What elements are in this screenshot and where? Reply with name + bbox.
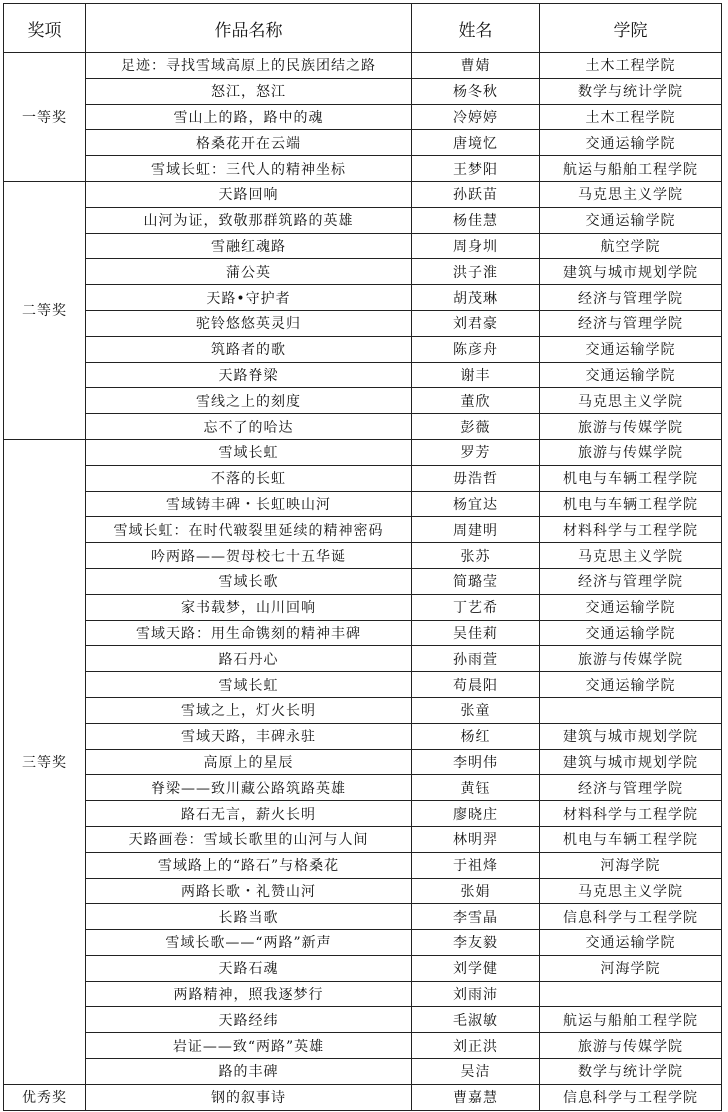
college-cell: 经济与管理学院 xyxy=(540,285,722,311)
student-name-cell: 胡茂琳 xyxy=(412,285,540,311)
college-cell: 材料科学与工程学院 xyxy=(540,517,722,543)
college-cell: 交通运输学院 xyxy=(540,336,722,362)
college-cell: 交通运输学院 xyxy=(540,362,722,388)
table-row xyxy=(4,1084,722,1110)
table-row xyxy=(4,594,722,620)
student-name-cell: 孙雨萱 xyxy=(412,646,540,672)
work-title-cell: 雪域长歌——“两路”新声 xyxy=(86,930,412,956)
college-cell: 土木工程学院 xyxy=(540,53,722,79)
college-cell: 机电与车辆工程学院 xyxy=(540,826,722,852)
table-row xyxy=(4,543,722,569)
student-name-cell: 刘正洪 xyxy=(412,1033,540,1059)
college-cell xyxy=(540,697,722,723)
table-row xyxy=(4,233,722,259)
student-name-cell: 唐境忆 xyxy=(412,130,540,156)
table-row xyxy=(4,801,722,827)
table-row xyxy=(4,955,722,981)
college-cell: 经济与管理学院 xyxy=(540,310,722,336)
award-level-cell: 三等奖 xyxy=(4,439,86,1084)
awards-table-body xyxy=(4,53,722,1111)
table-row xyxy=(4,749,722,775)
college-cell: 航空学院 xyxy=(540,233,722,259)
table-row xyxy=(4,207,722,233)
table-row xyxy=(4,1007,722,1033)
work-title-cell: 足迹：寻找雪域高原上的民族团结之路 xyxy=(86,53,412,79)
student-name-cell: 王梦阳 xyxy=(412,156,540,182)
student-name-cell: 杨冬秋 xyxy=(412,78,540,104)
table-row xyxy=(4,156,722,182)
college-cell: 航运与船舶工程学院 xyxy=(540,1007,722,1033)
table-row xyxy=(4,491,722,517)
college-cell: 交通运输学院 xyxy=(540,930,722,956)
student-name-cell: 吴洁 xyxy=(412,1059,540,1085)
table-row xyxy=(4,1033,722,1059)
college-cell: 旅游与传媒学院 xyxy=(540,646,722,672)
college-cell: 马克思主义学院 xyxy=(540,181,722,207)
college-cell: 经济与管理学院 xyxy=(540,568,722,594)
table-row xyxy=(4,362,722,388)
work-title-cell: 驼铃悠悠英灵归 xyxy=(86,310,412,336)
work-title-cell: 路的丰碑 xyxy=(86,1059,412,1085)
student-name-cell: 杨红 xyxy=(412,723,540,749)
college-cell: 交通运输学院 xyxy=(540,130,722,156)
header-college: 学院 xyxy=(540,4,722,53)
college-cell: 数学与统计学院 xyxy=(540,78,722,104)
table-row xyxy=(4,620,722,646)
work-title-cell: 两路精神，照我逐梦行 xyxy=(86,981,412,1007)
student-name-cell: 张苏 xyxy=(412,543,540,569)
college-cell: 马克思主义学院 xyxy=(540,388,722,414)
student-name-cell: 毛淑敏 xyxy=(412,1007,540,1033)
work-title-cell: 高原上的星辰 xyxy=(86,749,412,775)
work-title-cell: 天路石魂 xyxy=(86,955,412,981)
work-title-cell: 雪山上的路，路中的魂 xyxy=(86,104,412,130)
student-name-cell: 冷婷婷 xyxy=(412,104,540,130)
table-row xyxy=(4,130,722,156)
college-cell: 交通运输学院 xyxy=(540,594,722,620)
work-title-cell: 雪域路上的“路石”与格桑花 xyxy=(86,852,412,878)
college-cell: 马克思主义学院 xyxy=(540,543,722,569)
award-level-cell: 二等奖 xyxy=(4,181,86,439)
college-cell: 信息科学与工程学院 xyxy=(540,1084,722,1110)
student-name-cell: 苟晨阳 xyxy=(412,672,540,698)
work-title-cell: 雪域天路，丰碑永驻 xyxy=(86,723,412,749)
award-level-cell: 一等奖 xyxy=(4,53,86,182)
table-row xyxy=(4,439,722,465)
work-title-cell: 两路长歌・礼赞山河 xyxy=(86,878,412,904)
student-name-cell: 彭薇 xyxy=(412,414,540,440)
college-cell: 机电与车辆工程学院 xyxy=(540,491,722,517)
student-name-cell: 曹婧 xyxy=(412,53,540,79)
table-row xyxy=(4,53,722,79)
table-row xyxy=(4,568,722,594)
college-cell: 河海学院 xyxy=(540,852,722,878)
work-title-cell: 雪域长虹 xyxy=(86,439,412,465)
work-title-cell: 天路脊梁 xyxy=(86,362,412,388)
work-title-cell: 天路经纬 xyxy=(86,1007,412,1033)
table-row xyxy=(4,78,722,104)
table-row xyxy=(4,1059,722,1085)
college-cell: 航运与船舶工程学院 xyxy=(540,156,722,182)
college-cell: 建筑与城市规划学院 xyxy=(540,749,722,775)
header-row xyxy=(4,4,722,53)
college-cell: 机电与车辆工程学院 xyxy=(540,465,722,491)
student-name-cell: 谢丰 xyxy=(412,362,540,388)
work-title-cell: 雪域长虹 xyxy=(86,672,412,698)
awards-table xyxy=(3,3,722,1111)
student-name-cell: 廖晓庄 xyxy=(412,801,540,827)
table-row xyxy=(4,414,722,440)
college-cell: 信息科学与工程学院 xyxy=(540,904,722,930)
work-title-cell: 天路画卷：雪域长歌里的山河与人间 xyxy=(86,826,412,852)
work-title-cell: 筑路者的歌 xyxy=(86,336,412,362)
table-row xyxy=(4,930,722,956)
work-title-cell: 长路当歌 xyxy=(86,904,412,930)
student-name-cell: 刘雨沛 xyxy=(412,981,540,1007)
student-name-cell: 林明羿 xyxy=(412,826,540,852)
table-row xyxy=(4,310,722,336)
table-row xyxy=(4,826,722,852)
work-title-cell: 雪线之上的刻度 xyxy=(86,388,412,414)
student-name-cell: 刘君豪 xyxy=(412,310,540,336)
table-row xyxy=(4,388,722,414)
college-cell: 旅游与传媒学院 xyxy=(540,1033,722,1059)
student-name-cell: 周建明 xyxy=(412,517,540,543)
table-row xyxy=(4,465,722,491)
college-cell: 旅游与传媒学院 xyxy=(540,439,722,465)
student-name-cell: 陈彦舟 xyxy=(412,336,540,362)
student-name-cell: 罗芳 xyxy=(412,439,540,465)
table-row xyxy=(4,981,722,1007)
table-row xyxy=(4,259,722,285)
college-cell: 建筑与城市规划学院 xyxy=(540,259,722,285)
work-title-cell: 雪域长虹：三代人的精神坐标 xyxy=(86,156,412,182)
work-title-cell: 山河为证，致敬那群筑路的英雄 xyxy=(86,207,412,233)
college-cell: 交通运输学院 xyxy=(540,207,722,233)
table-row xyxy=(4,672,722,698)
student-name-cell: 杨宜达 xyxy=(412,491,540,517)
student-name-cell: 李明伟 xyxy=(412,749,540,775)
work-title-cell: 雪融红魂路 xyxy=(86,233,412,259)
table-row xyxy=(4,852,722,878)
student-name-cell: 李雪晶 xyxy=(412,904,540,930)
table-row xyxy=(4,285,722,311)
work-title-cell: 天路•守护者 xyxy=(86,285,412,311)
work-title-cell: 天路回响 xyxy=(86,181,412,207)
college-cell: 材料科学与工程学院 xyxy=(540,801,722,827)
work-title-cell: 雪域铸丰碑・长虹映山河 xyxy=(86,491,412,517)
work-title-cell: 路石无言，薪火长明 xyxy=(86,801,412,827)
student-name-cell: 张娟 xyxy=(412,878,540,904)
college-cell: 交通运输学院 xyxy=(540,672,722,698)
work-title-cell: 吟两路——贺母校七十五华诞 xyxy=(86,543,412,569)
work-title-cell: 钢的叙事诗 xyxy=(86,1084,412,1110)
student-name-cell: 黄钰 xyxy=(412,775,540,801)
work-title-cell: 路石丹心 xyxy=(86,646,412,672)
student-name-cell: 周身圳 xyxy=(412,233,540,259)
college-cell: 河海学院 xyxy=(540,955,722,981)
student-name-cell: 刘学健 xyxy=(412,955,540,981)
college-cell: 交通运输学院 xyxy=(540,620,722,646)
college-cell: 经济与管理学院 xyxy=(540,775,722,801)
work-title-cell: 格桑花开在云端 xyxy=(86,130,412,156)
table-row xyxy=(4,878,722,904)
student-name-cell: 于祖烽 xyxy=(412,852,540,878)
award-level-cell: 优秀奖 xyxy=(4,1084,86,1110)
college-cell: 马克思主义学院 xyxy=(540,878,722,904)
student-name-cell: 毋浩哲 xyxy=(412,465,540,491)
header-award: 奖项 xyxy=(4,4,86,53)
work-title-cell: 蒲公英 xyxy=(86,259,412,285)
table-row xyxy=(4,336,722,362)
student-name-cell: 张童 xyxy=(412,697,540,723)
table-row xyxy=(4,104,722,130)
awards-document xyxy=(3,3,722,1111)
work-title-cell: 家书载梦，山川回响 xyxy=(86,594,412,620)
student-name-cell: 孙跃苗 xyxy=(412,181,540,207)
student-name-cell: 李友毅 xyxy=(412,930,540,956)
table-row xyxy=(4,517,722,543)
table-row xyxy=(4,697,722,723)
header-name: 姓名 xyxy=(412,4,540,53)
college-cell: 建筑与城市规划学院 xyxy=(540,723,722,749)
table-row xyxy=(4,904,722,930)
work-title-cell: 雪域天路：用生命镌刻的精神丰碑 xyxy=(86,620,412,646)
college-cell xyxy=(540,981,722,1007)
college-cell: 数学与统计学院 xyxy=(540,1059,722,1085)
header-work-title: 作品名称 xyxy=(86,4,412,53)
work-title-cell: 雪域长歌 xyxy=(86,568,412,594)
work-title-cell: 脊梁——致川藏公路筑路英雄 xyxy=(86,775,412,801)
table-row xyxy=(4,775,722,801)
college-cell: 土木工程学院 xyxy=(540,104,722,130)
work-title-cell: 雪域长虹：在时代皲裂里延续的精神密码 xyxy=(86,517,412,543)
student-name-cell: 曹嘉慧 xyxy=(412,1084,540,1110)
work-title-cell: 不落的长虹 xyxy=(86,465,412,491)
student-name-cell: 董欣 xyxy=(412,388,540,414)
work-title-cell: 忘不了的哈达 xyxy=(86,414,412,440)
student-name-cell: 吴佳莉 xyxy=(412,620,540,646)
college-cell: 旅游与传媒学院 xyxy=(540,414,722,440)
student-name-cell: 洪子淮 xyxy=(412,259,540,285)
work-title-cell: 岩证——致“两路”英雄 xyxy=(86,1033,412,1059)
work-title-cell: 怒江，怒江 xyxy=(86,78,412,104)
student-name-cell: 杨佳慧 xyxy=(412,207,540,233)
work-title-cell: 雪域之上，灯火长明 xyxy=(86,697,412,723)
student-name-cell: 简璐莹 xyxy=(412,568,540,594)
table-row xyxy=(4,723,722,749)
table-row xyxy=(4,646,722,672)
student-name-cell: 丁艺希 xyxy=(412,594,540,620)
table-row xyxy=(4,181,722,207)
